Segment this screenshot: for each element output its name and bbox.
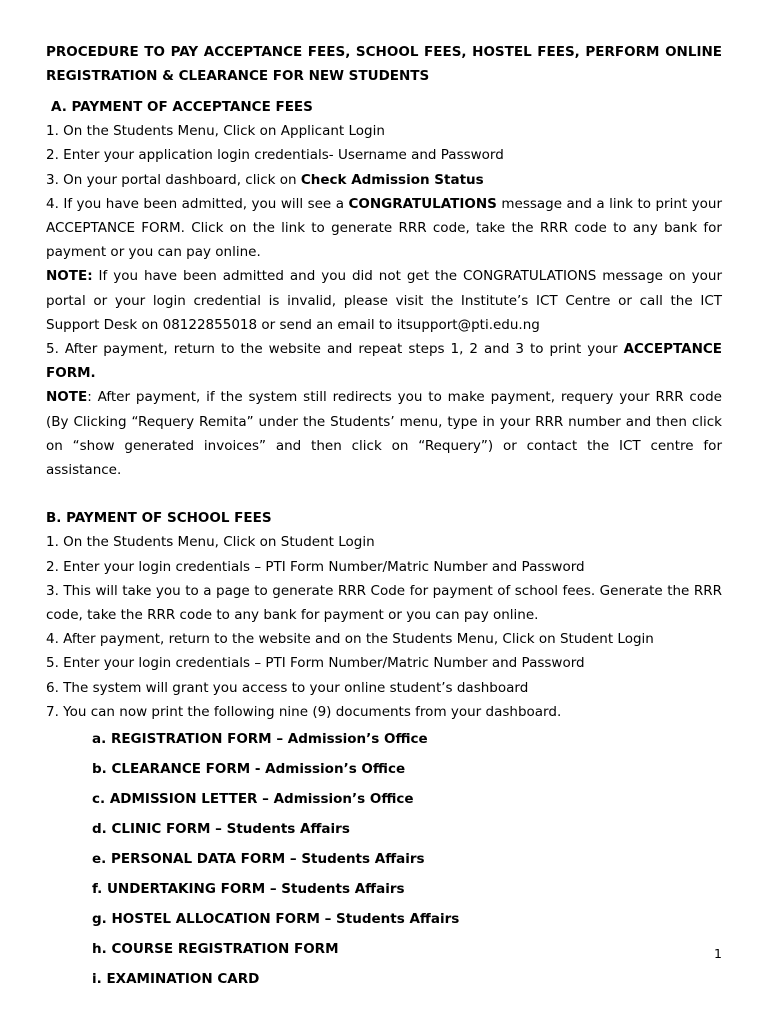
section-spacer: [46, 482, 722, 506]
check-admission-status-text: Check Admission Status: [300, 171, 484, 188]
section-b-step-4: 4. After payment, return to the website and on the Students Menu, Click on Student Login: [46, 631, 654, 648]
section-a-step-2: 2. Enter your application login credentials- Username and Password: [46, 147, 504, 164]
page-number: 1: [714, 946, 722, 961]
section-b-step-3: 3. This will take you to a page to generate RRR Code for payment of school fees. Generate the RRR code, take the RRR code to any bank for payment or you can pay online.: [46, 582, 722, 624]
section-b-step-2: 2. Enter your login credentials – PTI Form Number/Matric Number and Password: [46, 558, 585, 575]
document-item: c. ADMISSION LETTER – Admission’s Office: [92, 791, 414, 808]
note-2-text: : After payment, if the system still redirects you to make payment, requery your RRR code (By Clicking “Requery Remita” under the Students’ menu, type in your RRR number and then click on “show generated invoices” and then click on “Requery”) or contact the ICT centre for assistance.: [46, 389, 722, 479]
title-line-2: REGISTRATION & CLEARANCE FOR NEW STUDENTS: [46, 68, 430, 84]
note-1-label: NOTE:: [46, 268, 93, 285]
document-item: e. PERSONAL DATA FORM – Students Affairs: [92, 851, 425, 868]
section-a-step-4: [46, 192, 722, 265]
step-5-text: 5. After payment, return to the website and repeat steps 1, 2 and 3 to print your: [46, 341, 624, 358]
document-body: [46, 95, 722, 994]
document-item: g. HOSTEL ALLOCATION FORM – Students Affairs: [92, 911, 460, 928]
note-1-text: If you have been admitted and you did not get the CONGRATULATIONS message on your portal or your login credential is invalid, please visit the Institute’s ICT Centre or call the ICT Support Desk on 08122855018 or send an email to itsupport@pti.edu.ng: [46, 268, 722, 333]
section-b-step-1: 1. On the Students Menu, Click on Student Login: [46, 534, 375, 551]
document-item: b. CLEARANCE FORM - Admission’s Office: [92, 761, 406, 778]
congratulations-text: CONGRATULATIONS: [348, 195, 497, 212]
section-b-step-6: 6. The system will grant you access to your online student’s dashboard: [46, 679, 529, 696]
section-b-heading: B. PAYMENT OF SCHOOL FEES: [46, 510, 272, 527]
document-item: d. CLINIC FORM – Students Affairs: [92, 821, 350, 838]
section-a-step-5: [46, 337, 722, 385]
document-item: f. UNDERTAKING FORM – Students Affairs: [92, 881, 405, 898]
document-item: i. EXAMINATION CARD: [92, 971, 260, 988]
document-title: [46, 40, 722, 88]
step-4-text-start: 4. If you have been admitted, you will see a: [46, 195, 349, 212]
section-a-heading: A. PAYMENT OF ACCEPTANCE FEES: [51, 99, 313, 115]
document-item: h. COURSE REGISTRATION FORM: [92, 941, 339, 958]
step-4-text-end: message and a link to print your ACCEPTANCE FORM. Click on the link to generate RRR code, take the RRR code to any bank for payment or you can pay online.: [46, 195, 722, 261]
document-item: a. REGISTRATION FORM – Admission’s Office: [92, 731, 428, 748]
section-a-step-1: 1. On the Students Menu, Click on Applicant Login: [46, 123, 385, 140]
section-a-step-3: [46, 168, 722, 192]
documents-list: [46, 724, 722, 994]
section-a-note-2: [46, 385, 722, 482]
title-line-1: PROCEDURE TO PAY ACCEPTANCE FEES, SCHOOL FEES, HOSTEL FEES, PERFORM ONLINE: [46, 44, 722, 60]
note-2-label: NOTE: [46, 389, 88, 406]
section-a-note-1: [46, 264, 722, 337]
section-b-step-7: 7. You can now print the following nine (9) documents from your dashboard.: [46, 703, 562, 720]
step-3-text: 3. On your portal dashboard, click on: [46, 171, 301, 188]
section-b-step-5: 5. Enter your login credentials – PTI Form Number/Matric Number and Password: [46, 655, 585, 672]
acceptance-form-text: ACCEPTANCE FORM.: [46, 341, 722, 382]
